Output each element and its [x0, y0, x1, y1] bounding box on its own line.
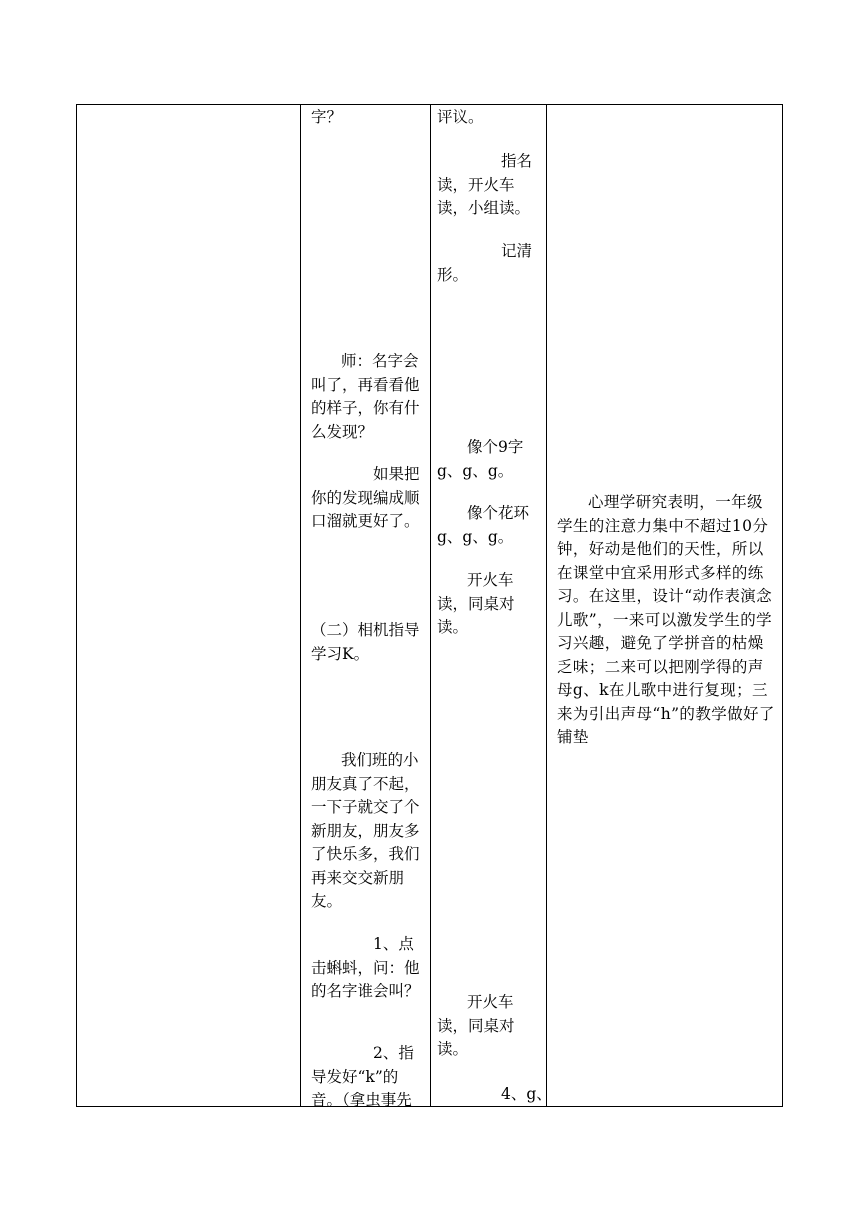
column-divider [300, 105, 301, 1106]
student-text: 指名读，开火车读，小组读。 [437, 152, 533, 217]
teacher-text: 如果把你的发现编成顺口溜就更好了。 [311, 465, 420, 530]
column-divider [546, 105, 547, 1106]
teacher-text: 字？ [311, 108, 343, 126]
teacher-text: 师：名字会叫了，再看看他的样子，你有什么发现？ [311, 352, 420, 441]
teacher-text: （二）相机指导学习K。 [311, 621, 420, 663]
student-text: 开火车读，同桌对读。 [437, 993, 515, 1058]
student-text: 像个花环g、g、g。 [437, 504, 530, 546]
teacher-text: 我们班的小朋友真了不起，一下子就交了个新朋友，朋友多了快乐多，我们再来交交新朋友。 [311, 751, 420, 910]
column-divider [430, 105, 431, 1106]
design-intent-text: 心理学研究表明，一年级学生的注意力集中不超过10分钟，好动是他们的天性，所以在课堂中宜采用形式多样的练习。在这里，设计“动作表演念儿歌”，一来可以激发学生的学习兴趣，避免了学拼音的枯燥乏味；二来可以把刚学得的声母g、k在儿歌中进行复现；三来为引出声母“h”的教学做好了铺垫 [557, 493, 775, 746]
teacher-text: 2、指导发好“k”的音。（拿虫事先 [311, 1044, 414, 1109]
lesson-plan-table [76, 104, 783, 1107]
student-text: 评议。 [437, 108, 484, 126]
student-text: 记清形。 [437, 242, 533, 284]
student-text: 开火车读，同桌对读。 [437, 571, 515, 636]
teacher-text: 1、点击蝌蚪，问：他的名字谁会叫？ [311, 935, 420, 1000]
student-text: 像个9字g、g、g。 [437, 438, 524, 480]
student-text: 4、g、 [501, 1085, 552, 1103]
